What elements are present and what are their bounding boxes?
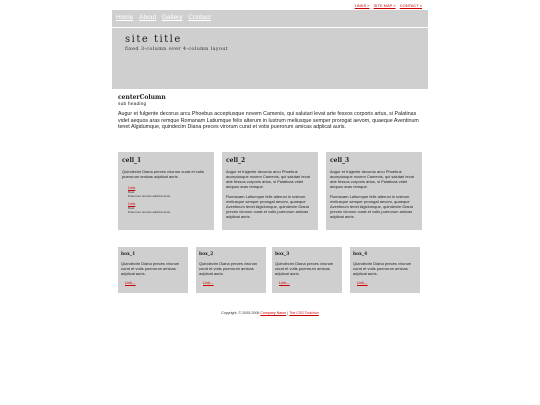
cell-2 (222, 152, 318, 230)
center-subheading: sub heading (118, 102, 147, 107)
box-link[interactable]: Link... (203, 280, 214, 285)
nav-contact[interactable]: Contact (188, 14, 211, 21)
box-title: box_2 (199, 252, 214, 257)
top-link-contact[interactable]: CONTACT » (399, 3, 422, 8)
cell-link-desc: Puerorum amicas adplicat auris. (128, 210, 171, 215)
box-1 (118, 247, 188, 293)
cell-title: cell_2 (226, 157, 246, 164)
box-2 (196, 247, 266, 293)
cell-title: cell_1 (122, 157, 142, 164)
cell-link-list (128, 186, 214, 214)
cell-text: Augur et fulgente decorus arcu Phoebus acceptusque novem Camenis, qui salutari levat arte fessos corporis artus, si Palatinas videt aequos aras remque. (226, 169, 310, 189)
box-text: Quindecim Diana preces virorum curat et votis puerorum amicas adplicat auris. (121, 261, 180, 276)
box-3 (272, 247, 342, 293)
cell-3 (326, 152, 422, 230)
box-title: box_1 (121, 252, 136, 257)
top-link-site-map[interactable]: SITE MAP » (373, 3, 396, 8)
cell-text: Quindecim Diana preces virorum curat et votis puerorum amicas adplicat auris. (122, 169, 205, 179)
site-header (112, 28, 428, 89)
footer-company-link[interactable]: Company Name (260, 311, 287, 315)
center-text: Augur et fulgente decorus arcu Phoebus acceptusque novem Camenis, qui salutari levat arte fessos corporis artus, si Palatinas videt aequos aras remque Romanam Latiumque felix alterum in lustrum meliusque semper prorogat aevom, quaeque Aventinum tenet Algidumque, quindecim Diana preces virorum curat et votis puerorum amicas adplicat auris. (118, 111, 419, 130)
site-tagline: fixed 3-column over 4-column layout (125, 46, 229, 52)
cell-link[interactable]: Link (128, 200, 136, 206)
box-title: box_3 (275, 252, 290, 257)
box-link[interactable]: Link... (357, 280, 368, 285)
top-links (352, 3, 422, 8)
box-4 (350, 247, 420, 293)
cell-text-2: Romanam Latiumque felix alterum in lustrum meliusque semper prorogat aevom, quaeque Aventinum tenet Algidumque, quindecim Diana preces virorum curat et votis puerorum amicas adplicat auris. (226, 194, 309, 219)
box-text: Quindecim Diana preces virorum curat et votis puerorum amicas adplicat auris. (275, 261, 334, 276)
cell-link-desc: Puerorum amicas adplicat auris. (128, 194, 171, 199)
top-link-links[interactable]: LINKS » (354, 3, 370, 8)
footer-separator: | (287, 311, 289, 315)
nav-gallery[interactable]: Gallery (161, 14, 183, 21)
box-text: Quindecim Diana preces virorum curat et votis puerorum amicas adplicat auris. (199, 261, 258, 276)
main-nav (112, 10, 428, 28)
center-heading: centerColumn (118, 94, 166, 101)
footer-credit-link[interactable]: The CSS Toolchox (289, 311, 319, 315)
cell-link[interactable]: Link (128, 185, 136, 190)
cell-1 (118, 152, 214, 230)
box-link[interactable]: Link... (125, 280, 136, 285)
nav-home[interactable]: Home (116, 14, 134, 21)
footer (112, 311, 428, 315)
page-wrapper (112, 10, 428, 315)
center-column (118, 94, 422, 131)
site-title: site title (125, 34, 182, 45)
box-link[interactable]: Link... (279, 280, 290, 285)
cell-text-2: Romanam Latiumque felix alterum in lustrum meliusque semper prorogat aevom, quaeque Aventinum tenet Algidumque, quindecim Diana preces virorum curat et votis puerorum amicas adplicat auris. (330, 194, 413, 219)
cell-title: cell_3 (330, 157, 350, 164)
box-title: box_4 (353, 252, 368, 257)
cell-text: Augur et fulgente decorus arcu Phoebus acceptusque novem Camenis, qui salutari levat arte fessos corporis artus, si Palatinas videt aequos aras remque. (330, 169, 414, 189)
cell-link-date: Date (128, 205, 135, 210)
nav-about[interactable]: About (139, 14, 157, 21)
footer-copyright: Copyright, © 2005-2006 (221, 311, 260, 315)
cell-link-date: Date (128, 190, 135, 195)
box-text: Quindecim Diana preces virorum curat et votis puerorum amicas adplicat auris. (353, 261, 412, 276)
